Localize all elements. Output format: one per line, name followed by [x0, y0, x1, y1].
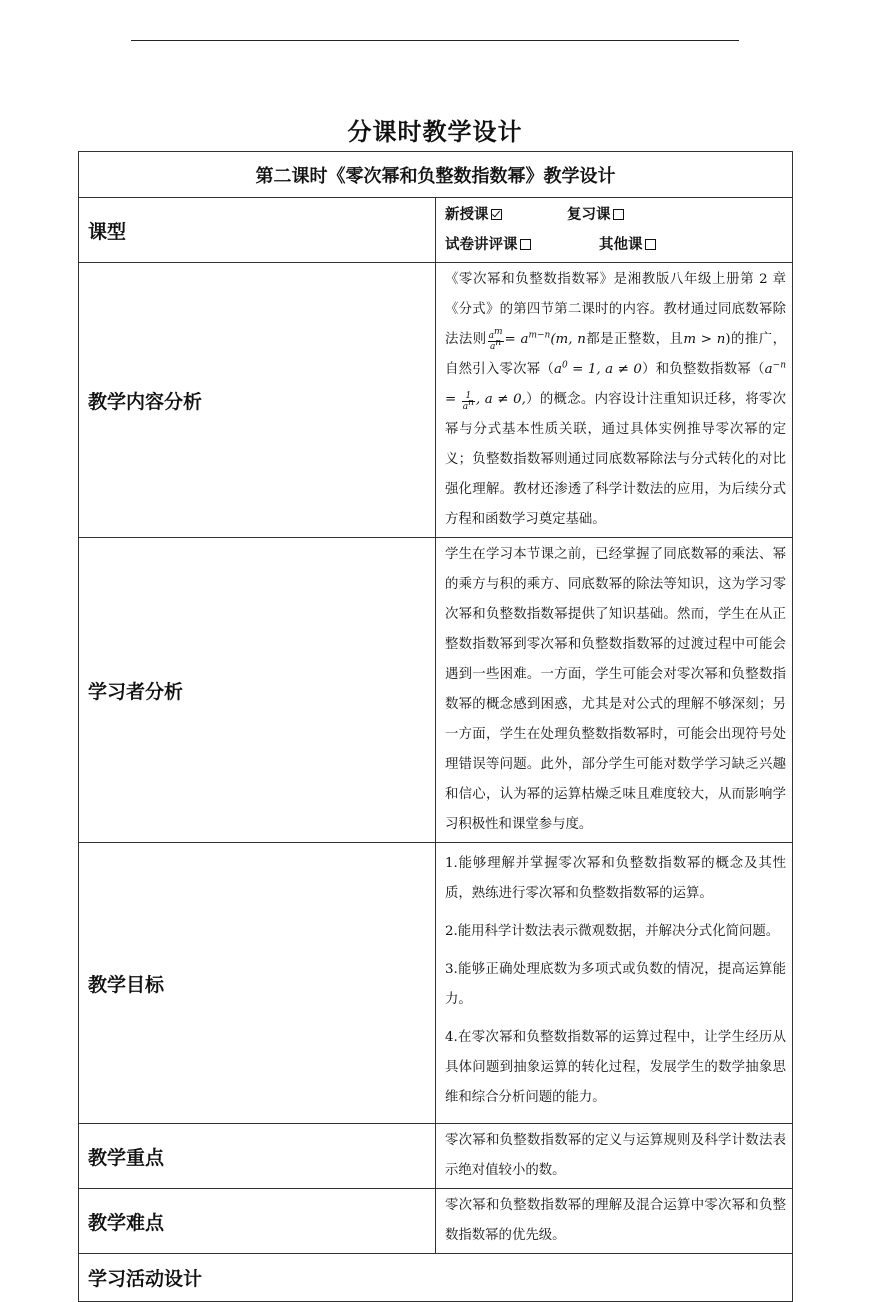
learner-analysis-label: 学习者分析 [79, 538, 436, 843]
formula-m-gt-n: m > n [683, 332, 726, 347]
formula-zero-power: $a^0 = 1$, a ≠ 0 [553, 360, 642, 377]
content-text-part: 《零次幂和负整数指数幂》是湘教版八年级上册第 2 章《分式》的第四节第二课时的内容。教材通过同底数幂除法法则 [445, 272, 786, 347]
content-analysis-label: 教学内容分析 [79, 263, 436, 538]
goal-item: 3.能够正确处理底数为多项式或负数的情况，提高运算能力。 [445, 962, 786, 1007]
activity-design-label: 学习活动设计 [79, 1254, 793, 1302]
option-exam-review-label: 试卷讲评课 [445, 237, 518, 253]
key-points-label: 教学重点 [79, 1124, 436, 1189]
content-text-part: ）的概念。内容设计注重知识迁移，将零次幂与分式基本性质关联，通过具体实例推导零次幂的定义；负整数指数幂则通过同底数幂除法与分式转化的对比强化理解。教材还渗透了科学计数法的应用，为后续分式方程和函数学习奠定基础。 [445, 392, 786, 527]
learner-analysis-text: 学生在学习本节课之前，已经掌握了同底数幂的乘法、幂的乘方与积的乘方、同底数幂的除法等知识，这为学习零次幂和负整数指数幂提供了知识基础。然而，学生在从正整数指数幂到零次幂和负整数指数幂的过渡过程中可能会遇到一些困难。一方面，学生可能会对零次幂和负整数指数幂的概念感到困惑，尤其是对公式的理解不够深刻；另一方面，学生在处理负整数指数幂时，可能会出现符号处理错误等问题。此外，部分学生可能对数学学习缺乏兴趣和信心，认为幂的运算枯燥乏味且难度较大，从而影响学习积极性和课堂参与度。 [436, 538, 793, 843]
fraction-1-over-an: $\frac{1}{a^n}$ [462, 391, 474, 412]
difficulties-text: 零次幂和负整数指数幂的理解及混合运算中零次幂和负整数指数幂的优先级。 [436, 1189, 793, 1254]
checked-box-icon[interactable] [491, 209, 502, 220]
content-text-part: 都是正整数，且 [585, 332, 684, 347]
lesson-title-row [79, 152, 793, 198]
option-new-lesson[interactable] [445, 200, 567, 230]
course-type-options [436, 198, 793, 263]
teaching-goals-row [79, 843, 793, 1124]
option-review-lesson-label: 复习课 [567, 207, 611, 223]
fraction-am-over-an: $\frac{a^m}{a^n}$ [488, 327, 503, 352]
content-analysis-row [79, 263, 793, 538]
course-type-row [79, 198, 793, 263]
goal-item: 4.在零次幂和负整数指数幂的运算过程中，让学生经历从具体问题到抽象运算的转化过程，发展学生的数学抽象思维和综合分析问题的能力。 [445, 1030, 786, 1105]
formula-quotient-rule: = $a^{m-n}(m$, n [504, 330, 586, 347]
option-new-lesson-label: 新授课 [445, 207, 489, 223]
checkbox-icon[interactable] [613, 209, 624, 220]
option-other-lesson-label: 其他课 [599, 237, 643, 253]
header-rule [131, 40, 739, 41]
checkbox-icon[interactable] [520, 239, 531, 250]
formula-negative-power: $a^{-n}$ = $\frac{1}{a^n}$ , a ≠ 0, [445, 360, 786, 412]
checkbox-icon[interactable] [645, 239, 656, 250]
key-points-text: 零次幂和负整数指数幂的定义与运算规则及科学计数法表示绝对值较小的数。 [436, 1124, 793, 1189]
activity-design-row [79, 1254, 793, 1302]
option-other-lesson[interactable] [599, 230, 656, 260]
difficulties-label: 教学难点 [79, 1189, 436, 1254]
lesson-plan-table [78, 151, 793, 1302]
content-text-part: ）和负整数指数幂（ [641, 362, 765, 377]
learner-analysis-row [79, 538, 793, 843]
teaching-goals-list [436, 843, 793, 1124]
key-points-row [79, 1124, 793, 1189]
difficulties-row [79, 1189, 793, 1254]
option-exam-review-lesson[interactable] [445, 230, 599, 260]
document-title: 分课时教学设计 [347, 118, 523, 146]
goal-item: 2.能用科学计数法表示微观数据，并解决分式化简问题。 [445, 924, 780, 939]
course-type-label: 课型 [79, 198, 436, 263]
content-analysis-text [436, 263, 793, 538]
option-review-lesson[interactable] [567, 200, 695, 230]
teaching-goals-label: 教学目标 [79, 843, 436, 1124]
content-text-part: )的推广，自然引入零次幂（ [445, 332, 786, 377]
lesson-title: 第二课时《零次幂和负整数指数幂》教学设计 [79, 152, 793, 198]
goal-item: 1.能够理解并掌握零次幂和负整数指数幂的概念及其性质，熟练进行零次幂和负整数指数幂的运算。 [445, 856, 786, 901]
